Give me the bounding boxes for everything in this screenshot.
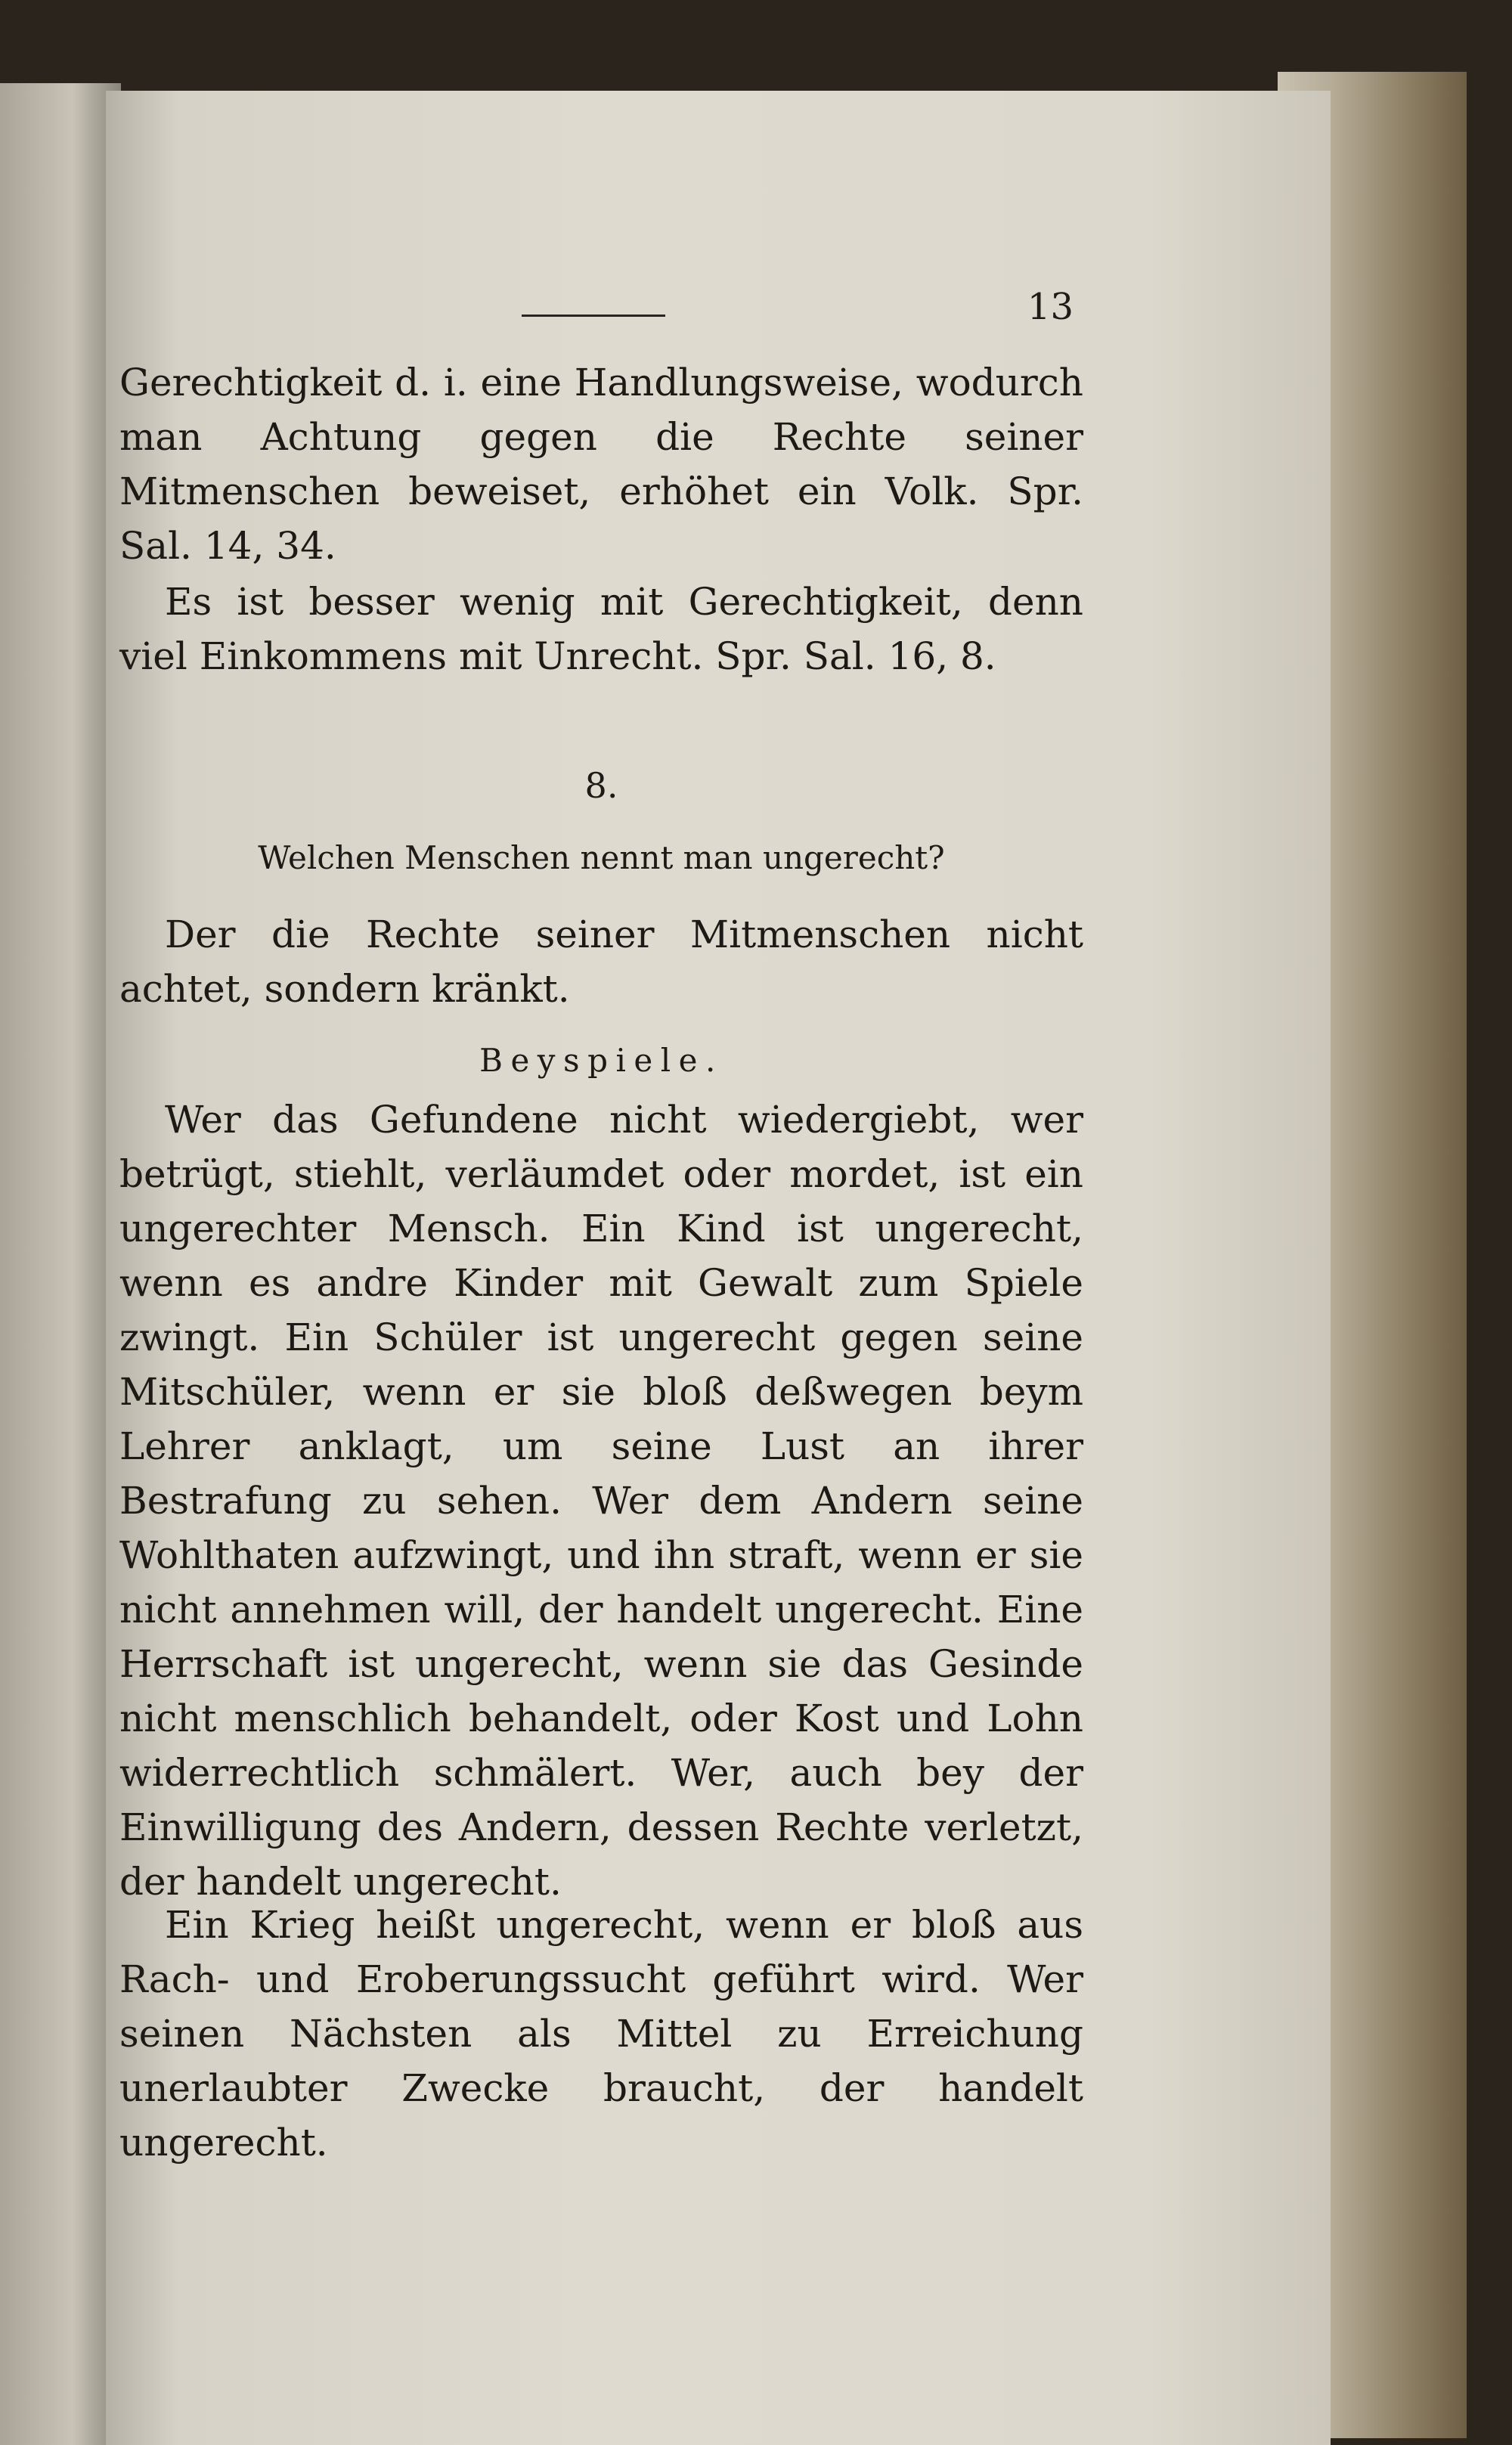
header-rule — [522, 315, 665, 317]
examples-paragraph: Wer das Gefundene nicht wiedergiebt, wer betrügt, stiehlt, verläumdet oder mordet, ist ein ungerechter Mensch. Ein Kind ist ungerecht, wenn es andre Kinder mit Gewalt zum Spiele zwingt. Ein Schüler ist ungerecht gegen seine Mitschüler, wenn er sie bloß deßwegen beym Lehrer anklagt, um seine Lust an ihrer Bestrafung zu sehen. Wer dem Andern seine Wohlthaten aufzwingt, und ihn straft, wenn er sie nicht annehmen will, der handelt ungerecht. Eine Herrschaft ist ungerecht, wenn sie das Gesinde nicht menschlich behandelt, oder Kost und Lohn widerrechtlich schmälert. Wer, auch bey der Einwilligung des Andern, dessen Rechte verletzt, der handelt ungerecht. — [119, 1098, 1083, 1904]
paragraph-righteousness: Gerechtigkeit d. i. eine Handlungsweise, wodurch man Achtung gegen die Rechte seiner Mitmenschen beweiset, erhöhet ein Volk. Spr. Sal. 14, 34. — [119, 361, 1083, 568]
war-paragraph: Ein Krieg heißt ungerecht, wenn er bloß aus Rach- und Eroberungssucht geführt wird. Wer seinen Nächsten als Mittel zu Erreichung unerlaubter Zwecke braucht, der handelt ungerecht. — [119, 1903, 1083, 2165]
paragraph-better-little: Es ist besser wenig mit Gerechtigkeit, denn viel Einkommens mit Unrecht. Spr. Sal. 16, 8. — [119, 580, 1083, 678]
examples-heading: Beyspiele. — [479, 1042, 723, 1079]
answer-paragraph: Der die Rechte seiner Mitmenschen nicht achtet, sondern kränkt. — [119, 913, 1083, 1011]
section-number: 8. — [584, 765, 618, 806]
section-question: Welchen Menschen nennt man ungerecht? — [258, 839, 945, 876]
left-page-edge — [0, 83, 121, 2445]
page-number: 13 — [1027, 286, 1074, 328]
